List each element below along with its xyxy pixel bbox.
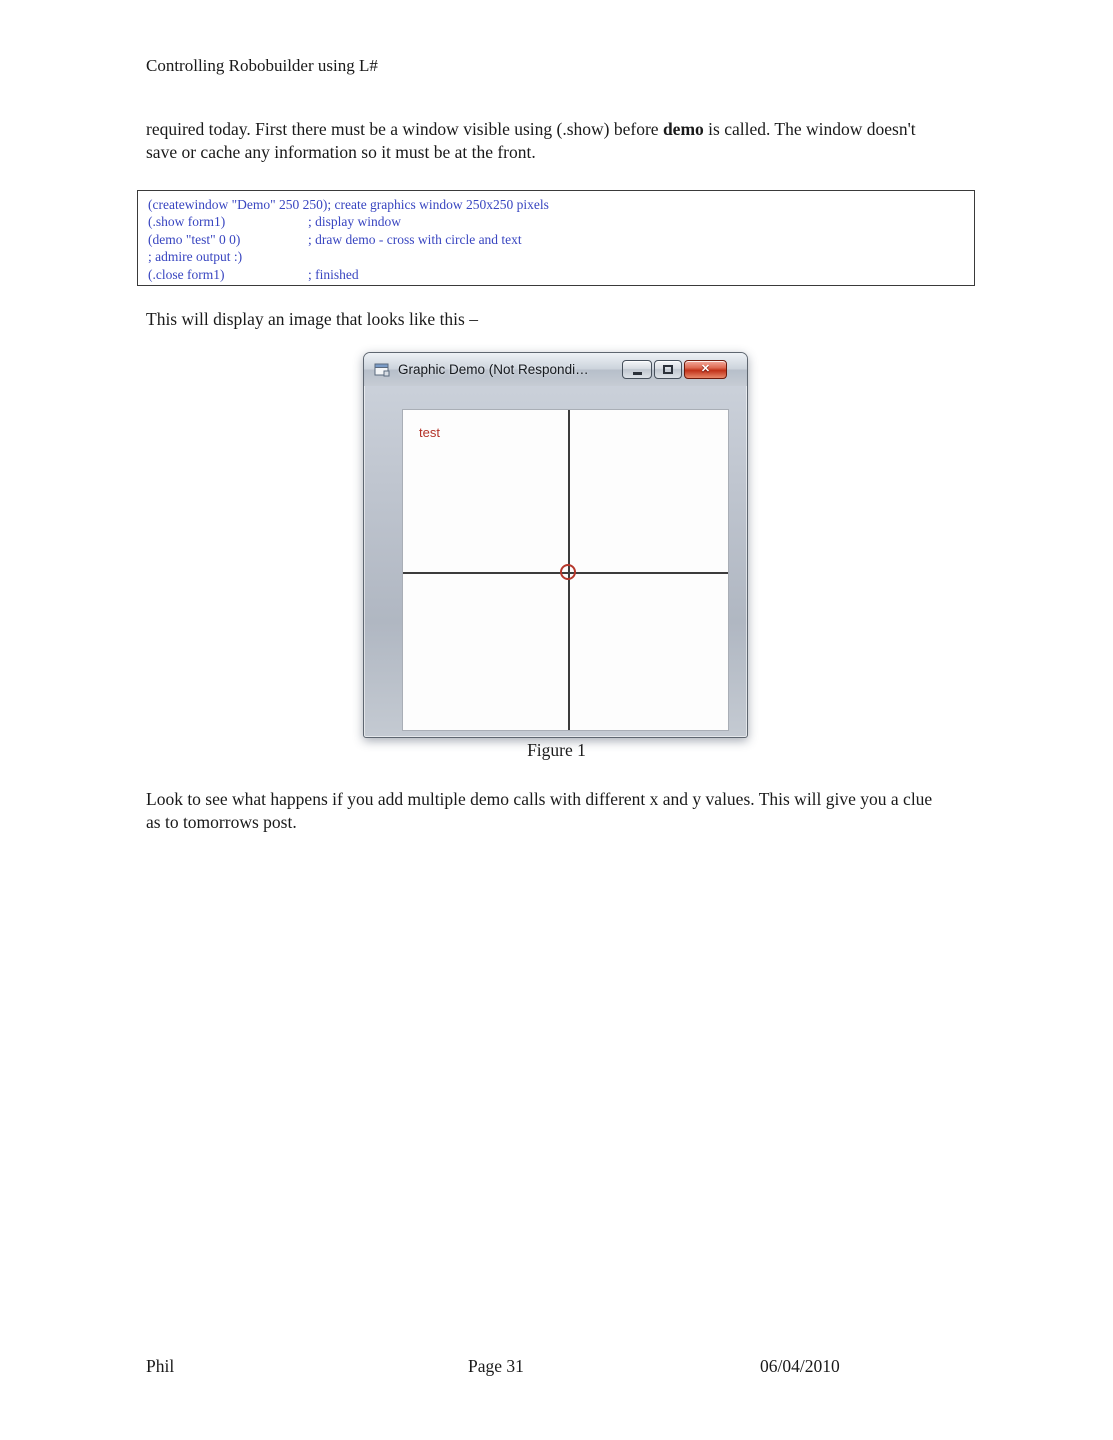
code-line [148,231,964,248]
paragraph-intro-before: required today. First there must be a window visible using (.show) before [146,119,663,139]
paragraph-intro-bold-demo: demo [662,119,704,139]
window-title: Graphic Demo (Not Respondi… [398,362,589,377]
code-statement: (demo "test" 0 0) [148,231,241,247]
close-button[interactable] [684,360,727,379]
minimize-button[interactable] [622,360,652,379]
code-statement: ; admire output :) [148,249,243,265]
maximize-button[interactable] [654,360,682,379]
code-comment: ; finished [308,266,359,282]
code-comment: ; display window [308,214,401,230]
paragraph-outro: Look to see what happens if you add multiple demo calls with different x and y values. This will give you a clue as to tomorrows post. [146,789,933,833]
code-line [148,213,964,230]
window-controls [622,360,727,379]
minimize-icon [633,372,642,375]
code-statement: (createwindow "Demo" 250 250) [148,197,328,212]
target-circle [560,564,576,580]
graphic-demo-window [363,352,748,738]
footer-date: 06/04/2010 [760,1356,840,1376]
graphics-canvas [402,409,729,731]
figure-caption: Figure 1 [527,740,586,760]
footer-author: Phil [146,1356,175,1376]
paragraph-display-note: This will display an image that looks like this – [146,309,478,329]
code-statement: (.show form1) [148,214,226,230]
code-line [148,248,964,265]
code-block [137,190,975,286]
window-form-icon [374,363,390,377]
code-comment: ; draw demo - cross with circle and text [308,231,522,247]
close-icon: ✕ [700,363,711,375]
paragraph-intro-after: is called. The window doesn't save or cache any information so it must be at the front. [146,119,916,163]
code-statement: (.close form1) [148,266,225,282]
maximize-icon [663,365,673,374]
code-line [148,196,964,213]
code-comment: ; create graphics window 250x250 pixels [327,197,549,212]
footer-page-number: Page 31 [468,1356,524,1376]
canvas-test-label: test [419,425,440,440]
paragraph-intro [146,118,936,165]
code-line [148,266,964,283]
page-header-title: Controlling Robobuilder using L# [146,56,378,75]
window-titlebar [364,353,747,386]
